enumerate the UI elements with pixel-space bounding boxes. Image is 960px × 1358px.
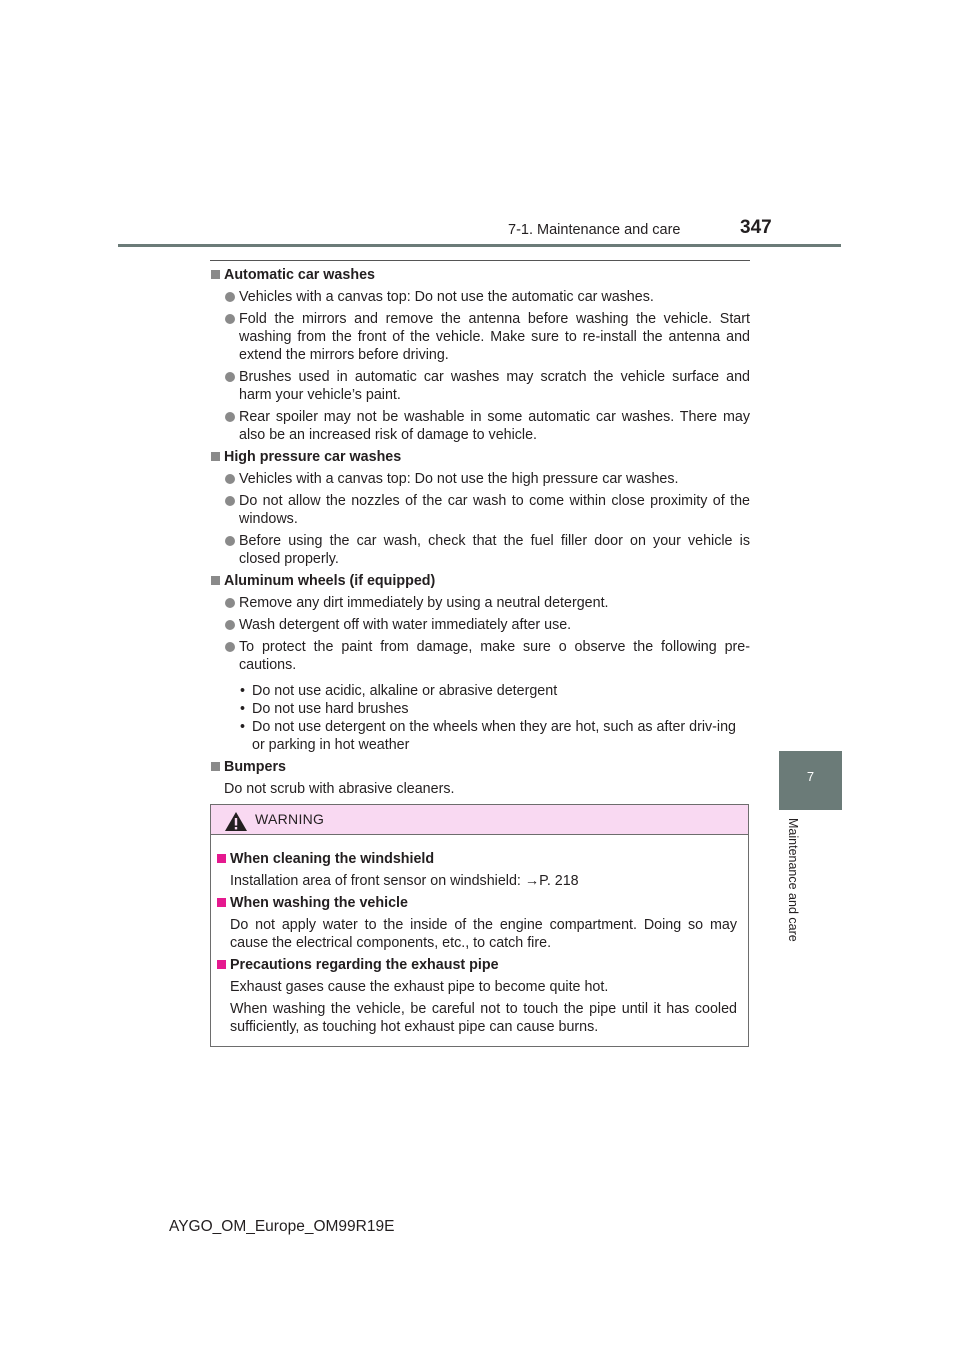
bumpers-text: Do not scrub with abrasive cleaners. xyxy=(224,781,455,797)
header-divider xyxy=(118,244,841,247)
warning-box xyxy=(210,804,749,1047)
page-number: 347 xyxy=(740,217,772,238)
list-item: Remove any dirt immediately by using a neutral detergent. xyxy=(210,594,750,612)
warning-text: When washing the vehicle, be careful not to touch the pipe until it has cooled sufficiently, as touching hot exhaust pipe can cause burns. xyxy=(230,1001,737,1035)
warning-heading: When washing the vehicle xyxy=(216,894,737,912)
sub-list-item: • Do not use acidic, alkaline or abrasive detergent xyxy=(210,682,750,700)
warning-heading: Precautions regarding the exhaust pipe xyxy=(216,956,737,974)
warning-title: WARNING xyxy=(255,811,325,827)
chapter-number: 7 xyxy=(806,769,815,784)
heading-automatic-car-washes: Automatic car washes xyxy=(210,266,750,284)
heading-high-pressure-car-washes: High pressure car washes xyxy=(210,448,750,466)
warning-text: Exhaust gases cause the exhaust pipe to become quite hot. xyxy=(230,979,609,995)
list-item: Do not allow the nozzles of the car wash to come within close proximity of the windows. xyxy=(210,492,750,528)
heading-aluminum-wheels: Aluminum wheels (if equipped) xyxy=(210,572,750,590)
sub-list-item: • Do not use hard brushes xyxy=(210,700,750,718)
list-item: Wash detergent off with water immediately after use. xyxy=(210,616,750,634)
heading-bumpers: Bumpers xyxy=(210,758,750,776)
warning-heading: When cleaning the windshield xyxy=(216,850,737,868)
sub-list-item: • Do not use detergent on the wheels when they are hot, such as after driv-ing or parking in hot weather xyxy=(210,718,750,754)
section-label: 7-1. Maintenance and care xyxy=(508,222,681,238)
warning-triangle-icon xyxy=(224,811,248,832)
list-item: Vehicles with a canvas top: Do not use the high pressure car washes. xyxy=(210,470,750,488)
list-item: Rear spoiler may not be washable in some automatic car washes. There may also be an increased risk of damage to vehicle. xyxy=(210,408,750,444)
warning-body xyxy=(211,835,748,1036)
content-top-rule xyxy=(210,260,750,261)
warning-header xyxy=(211,805,748,835)
warning-text: Installation area of front sensor on windshield: →P. 218 xyxy=(230,873,579,889)
chapter-title: Maintenance and care xyxy=(786,818,800,942)
main-content xyxy=(210,266,750,802)
warning-text: Do not apply water to the inside of the engine compartment. Doing so may cause the electrical components, etc., to catch fire. xyxy=(230,917,737,951)
chapter-title-vertical xyxy=(784,818,804,978)
list-item: Brushes used in automatic car washes may scratch the vehicle surface and harm your vehicle’s paint. xyxy=(210,368,750,404)
list-item: Vehicles with a canvas top: Do not use the automatic car washes. xyxy=(210,288,750,306)
list-item: Before using the car wash, check that the fuel filler door on your vehicle is closed properly. xyxy=(210,532,750,568)
list-item: Fold the mirrors and remove the antenna before washing the vehicle. Start washing from the front of the vehicle. Make sure to re-install the antenna and extend the mirrors before driving. xyxy=(210,310,750,364)
footer-doc-id: AYGO_OM_Europe_OM99R19E xyxy=(169,1218,395,1235)
list-item: To protect the paint from damage, make sure o observe the following pre-cautions. xyxy=(210,638,750,674)
